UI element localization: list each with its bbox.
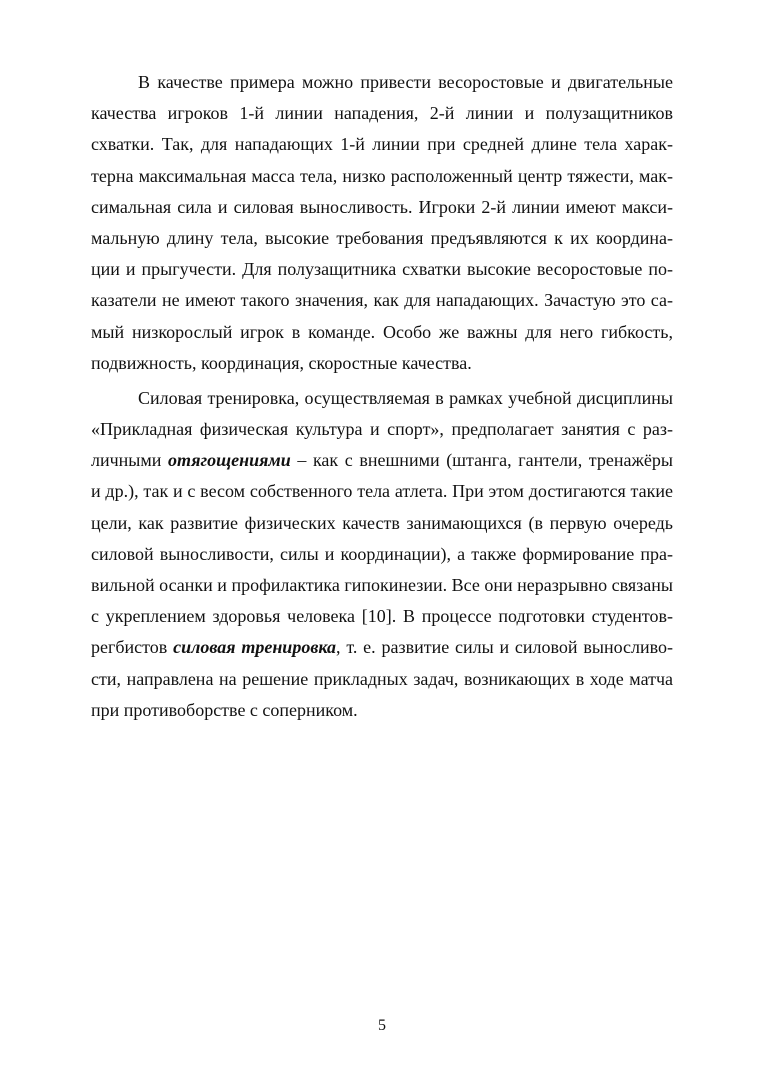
text-line: при противоборстве с соперником. <box>91 699 358 720</box>
text-line: подвижность, координация, скоростные качества. <box>91 352 472 373</box>
text-segment: регбистов <box>91 637 174 658</box>
text-line: с укреплением здоровья человека [10]. В процессе подготовки студентов- <box>91 606 673 627</box>
text-line: мый низкорослый игрок в команде. Особо же важны для него гибкость, <box>91 321 673 342</box>
text-line <box>91 445 673 476</box>
page-body <box>91 67 673 726</box>
text-line: цели, как развитие физических качеств занимающихся (в первую очередь <box>91 512 673 533</box>
text-line: мальную длину тела, высокие требования предъявляются к их координа- <box>91 227 673 248</box>
text-segment: – как с внешними (штанга, гантели, тренажёры <box>290 450 674 471</box>
text-line: сти, направлена на решение прикладных задач, возникающих в ходе матча <box>91 668 673 689</box>
text-line: вильной осанки и профилактика гипокинезии. Все они неразрывно связаны <box>91 575 673 595</box>
text-line: и др.), так и с весом собственного тела атлета. При этом достигаются такие <box>91 481 673 502</box>
paragraph-1 <box>91 67 673 379</box>
text-line: ции и прыгучести. Для полузащитника схватки высокие весоростовые по- <box>91 259 673 280</box>
emphasized-term: отягощениями <box>168 450 291 471</box>
text-line: терна максимальная масса тела, низко расположенный центр тяжести, мак- <box>91 165 673 186</box>
text-segment: , т. е. развитие силы и силовой выносливо- <box>336 637 674 658</box>
text-line: казатели не имеют такого значения, как для нападающих. Зачастую это са- <box>91 290 673 311</box>
text-line: силовой выносливости, силы и координации), а также формирование пра- <box>91 543 673 564</box>
paragraph-2 <box>91 383 673 726</box>
text-line: качества игроков 1-й линии нападения, 2-й линии и полузащитников <box>91 103 673 124</box>
text-line: схватки. Так, для нападающих 1-й линии при средней длине тела харак- <box>91 134 673 155</box>
text-line: «Прикладная физическая культура и спорт», предполагает занятия с раз- <box>91 419 673 440</box>
emphasized-term: силовая тренировка <box>173 637 337 658</box>
page-number: 5 <box>378 1017 386 1034</box>
text-line: симальная сила и силовая выносливость. Игроки 2-й линии имеют макси- <box>91 196 673 217</box>
text-segment: личными <box>91 450 169 471</box>
text-line: В качестве примера можно привести весоростовые и двигательные <box>138 72 673 92</box>
text-line: Силовая тренировка, осуществляемая в рамках учебной дисциплины <box>138 387 673 408</box>
text-line <box>91 632 673 663</box>
